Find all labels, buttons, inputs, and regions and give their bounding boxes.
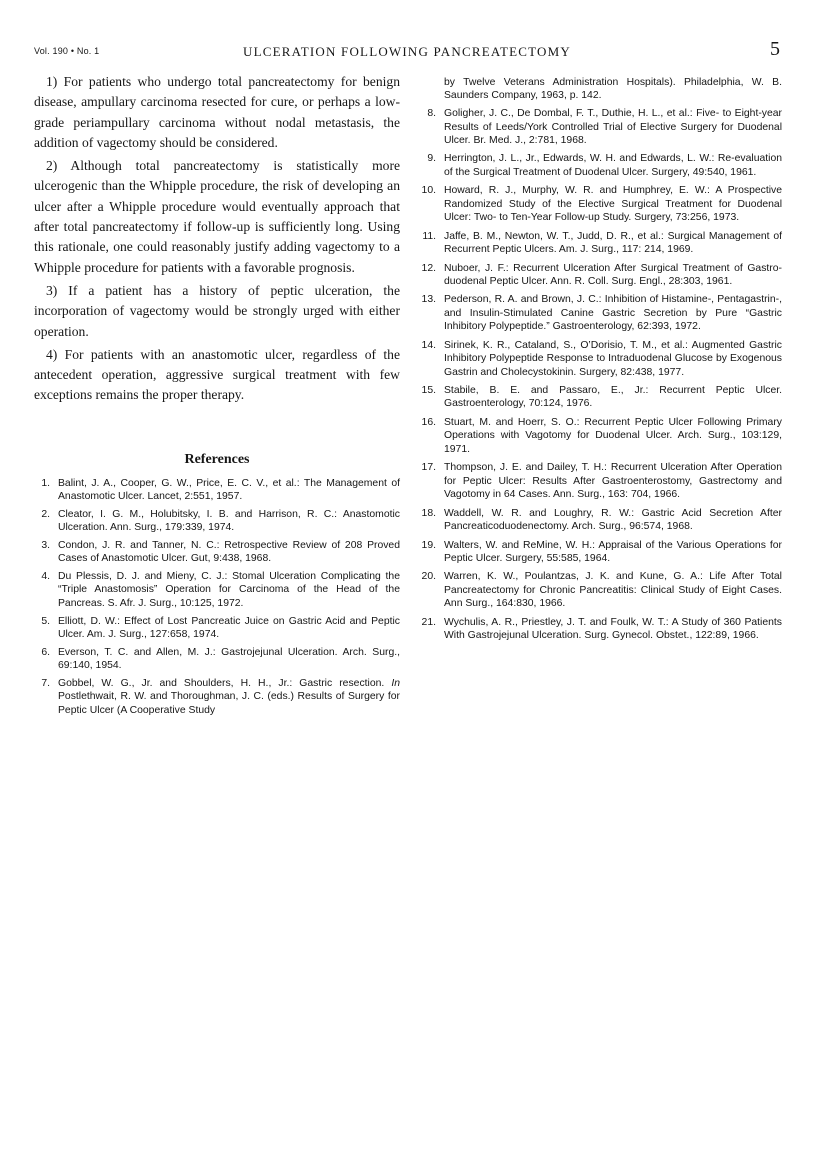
page-number: 5 xyxy=(770,38,780,60)
reference-text: Condon, J. R. and Tanner, N. C.: Retrospective Review of 208 Proved Cases of Anastomotic Ulcer. Gut, 9:438, 1968. xyxy=(58,539,400,565)
reference-number: 9. xyxy=(427,153,436,165)
reference-item xyxy=(420,539,782,566)
reference-item xyxy=(34,570,400,610)
conclusion-paragraph-2: 2) Although total pancreatectomy is statistically more ulcerogenic than the Whipple procedure, the risk of developing an ulcer after a Whipple procedure would eventually approach that after total pancreatectomy if follow-up is sufficiently long. Using this rationale, one could reasonably justify adding vagectomy to a Whipple procedure for patients with a favorable prognosis. xyxy=(34,158,400,275)
reference-text: Warren, K. W., Poulantzas, J. K. and Kune, G. A.: Life After Total Pancreatectomy for Chronic Pancreatitis: Clinical Study of Eight Cases. Ann Surg., 164:830, 1966. xyxy=(444,571,782,610)
reference-item xyxy=(420,384,782,411)
reference-item xyxy=(420,616,782,643)
reference-number: 11. xyxy=(422,230,436,242)
right-column xyxy=(420,76,782,648)
reference-text: Cleator, I. G. M., Holubitsky, I. B. and Harrison, R. C.: Anastomotic Ulceration. Ann. Surg., 179:339, 1974. xyxy=(58,508,400,534)
running-title: ULCERATION FOLLOWING PANCREATECTOMY xyxy=(242,44,571,59)
reference-number: 21. xyxy=(421,616,436,628)
reference-number: 10. xyxy=(421,185,436,197)
reference-text: Gobbel, W. G., Jr. and Shoulders, H. H., Jr.: Gastric resection. xyxy=(58,677,385,689)
reference-text: Everson, T. C. and Allen, M. J.: Gastrojejunal Ulceration. Arch. Surg., 69:140, 1954. xyxy=(58,646,400,672)
reference-text: Du Plessis, D. J. and Mieny, C. J.: Stomal Ulceration Complicating the “Triple Anastomosis” Operation for Carcinoma of the Head of the Pancreas. S. Afr. J. Surg., 10:125, 1972. xyxy=(58,571,400,609)
reference-number: 3. xyxy=(41,539,50,551)
reference-item xyxy=(420,461,782,501)
reference-number: 4. xyxy=(41,571,50,583)
reference-text: Thompson, J. E. and Dailey, T. H.: Recurrent Ulceration After Operation for Peptic Ulcer: Results After Gastroenterostomy, Gastrectomy and Vagotomy in 64 Cases. Ann. Surg., 163: 704, 1966. xyxy=(444,462,782,501)
reference-item xyxy=(34,646,400,673)
reference-text: Stuart, M. and Hoerr, S. O.: Recurrent Peptic Ulcer Following Primary Operations with Vagotomy for Duodenal Ulcer. Arch. Surg., 103:129, 1971. xyxy=(444,416,782,455)
conclusion-paragraph-1: 1) For patients who undergo total pancreatectomy for benign disease, ampullary carcinoma resected for cure, or perhaps a low-grade periampullary carcinoma without nodal metastasis, the addition of vagectomy should be considered. xyxy=(34,74,400,150)
reference-text: Howard, R. J., Murphy, W. R. and Humphrey, E. W.: A Prospective Randomized Study of the Elective Surgical Treatment for Duodenal Ulcer: Two- to Ten-Year Follow-up Study. Surgery, 73:256, 1973. xyxy=(444,185,782,224)
reference-text: Pederson, R. A. and Brown, J. C.: Inhibition of Histamine-, Pentagastrin-, and Insulin-Stimulated Canine Gastric Secretion by Pure “Gastric Inhibitory Polypeptide.” Gastroenterology, 62:393, 1972. xyxy=(444,294,782,333)
reference-text: Sirinek, K. R., Cataland, S., O’Dorisio, T. M., et al.: Augmented Gastric Inhibitory Polypeptide Response to Intraduodenal Glucose by Exogenous Gastrin and Cholecystokinin. Surgery, 82:438, 1977. xyxy=(444,339,782,378)
reference-text: Walters, W. and ReMine, W. H.: Appraisal of the Various Operations for Peptic Ulcer. Surgery, 55:585, 1964. xyxy=(444,539,782,564)
reference-item xyxy=(34,477,400,504)
reference-text: Nuboer, J. F.: Recurrent Ulceration After Surgical Treatment of Gastro-duodenal Peptic Ulcer. Ann. R. Coll. Surg. Engl., 28:303, 1961. xyxy=(444,262,782,287)
reference-number: 14. xyxy=(421,339,436,351)
reference-item xyxy=(420,293,782,333)
reference-item xyxy=(420,262,782,289)
reference-number: 12. xyxy=(421,262,436,274)
reference-number: 17. xyxy=(421,462,436,474)
reference-text: Waddell, W. R. and Loughry, R. W.: Gastric Acid Secretion After Pancreaticoduodenectomy. Arch. Surg., 96:574, 1968. xyxy=(444,507,782,533)
reference-number: 18. xyxy=(421,507,436,519)
volume-issue: Vol. 190 • No. 1 xyxy=(34,46,100,56)
reference-item xyxy=(34,508,400,535)
references-heading: References xyxy=(184,451,250,467)
reference-italic: In xyxy=(391,677,400,689)
left-column xyxy=(34,72,400,721)
reference-number: 19. xyxy=(421,539,436,551)
reference-list-right xyxy=(420,107,782,642)
reference-item xyxy=(420,339,782,379)
reference-item xyxy=(420,184,782,224)
reference-number: 7. xyxy=(41,677,50,689)
reference-list-left xyxy=(34,477,400,717)
reference-item xyxy=(420,230,782,257)
reference-number: 6. xyxy=(41,646,50,658)
reference-text: Elliott, D. W.: Effect of Lost Pancreatic Juice on Gastric Acid and Peptic Ulcer. Am. J. Surg., 127:658, 1974. xyxy=(58,615,400,640)
reference-item xyxy=(420,107,782,147)
reference-text: Jaffe, B. M., Newton, W. T., Judd, D. R., et al.: Surgical Management of Recurrent Peptic Ulcers. Am. J. Surg., 117: 214, 1969. xyxy=(444,230,782,256)
reference-number: 13. xyxy=(421,294,436,306)
reference-item xyxy=(420,570,782,610)
reference-text: Goligher, J. C., De Dombal, F. T., Duthie, H. L., et al.: Five- to Eight-year Results of Leeds/York Controlled Trial of Elective Surgery for Duodenal Ulcer. Br. Med. J., 2:781, 1968. xyxy=(444,108,782,146)
reference-number: 20. xyxy=(421,571,436,583)
reference-number: 15. xyxy=(421,385,436,397)
reference-number: 1. xyxy=(41,477,50,489)
reference-item xyxy=(34,615,400,642)
reference-item xyxy=(420,507,782,534)
reference-item xyxy=(34,677,400,717)
reference-text: Herrington, J. L., Jr., Edwards, W. H. and Edwards, L. W.: Re-evaluation of the Surgical Treatment of Duodenal Ulcer. Surgery, 49:540, 1961. xyxy=(444,153,782,178)
reference-text: Balint, J. A., Cooper, G. W., Price, E. C. V., et al.: The Management of Anastomotic Ulcer. Lancet, 2:551, 1957. xyxy=(58,477,400,503)
running-header xyxy=(34,40,780,62)
reference-item xyxy=(34,539,400,566)
conclusion-paragraph-3: 3) If a patient has a history of peptic ulceration, the incorporation of vagectomy would be strongly urged with either operation. xyxy=(34,282,400,339)
reference-text-after: Postlethwait, R. W. and Thoroughman, J. C. (eds.) Results of Surgery for Peptic Ulcer (A Cooperative Study xyxy=(58,691,400,716)
conclusion-paragraph-4: 4) For patients with an anastomotic ulcer, regardless of the antecedent operation, aggressive surgical treatment with few exceptions remains the proper therapy. xyxy=(34,346,400,403)
reference-number: 5. xyxy=(41,615,50,627)
reference-continuation: by Twelve Veterans Administration Hospitals). Philadelphia, W. B. Saunders Company, 1963, p. 142. xyxy=(444,77,782,102)
reference-number: 2. xyxy=(41,508,50,520)
reference-item xyxy=(420,152,782,179)
reference-number: 8. xyxy=(427,108,436,120)
reference-item xyxy=(420,416,782,456)
reference-text: Stabile, B. E. and Passaro, E., Jr.: Recurrent Peptic Ulcer. Gastroenterology, 70:124, 1976. xyxy=(444,385,782,410)
reference-text: Wychulis, A. R., Priestley, J. T. and Foulk, W. T.: A Study of 360 Patients With Gastrojejunal Ulceration. Surg. Gynecol. Obstet., 122:89, 1966. xyxy=(444,616,782,642)
reference-number: 16. xyxy=(421,416,436,428)
